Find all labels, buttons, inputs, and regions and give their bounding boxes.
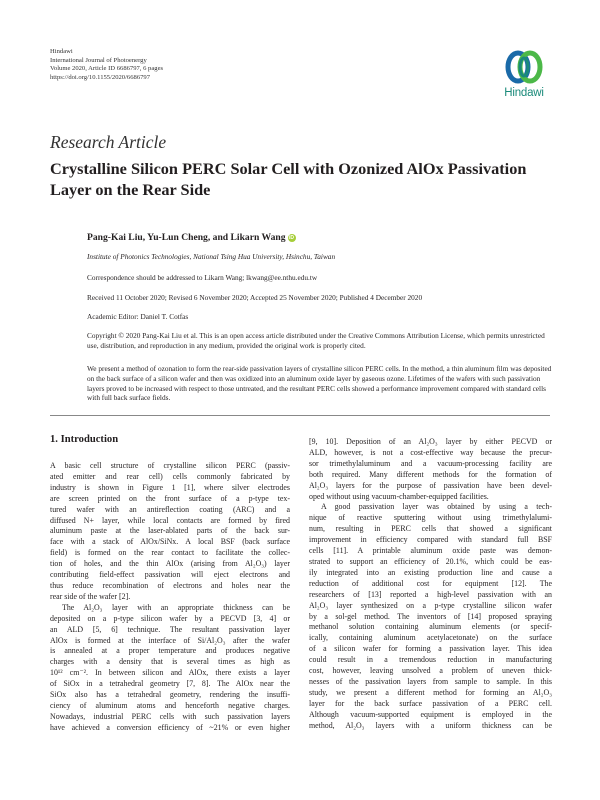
- body-text-line: deposited on a p-type silicon wafer by a PECVD [3, 4] or: [50, 613, 290, 623]
- body-text-line: of a silicon wafer for forming a passivation layer. This idea: [309, 644, 552, 654]
- article-type: Research Article: [50, 132, 167, 152]
- body-text-line: of SiOx in a tetrahedral geometry [7, 8]. The AlOx near the: [50, 679, 290, 689]
- body-text-line: an ALD [5, 6] technique. The resultant passivation layer: [50, 624, 290, 634]
- body-text-line: have achieved a conversion efficiency of ~21% or even higher: [50, 722, 290, 732]
- body-text-line: AlOx is formed at the interface of Si/Al₂O₃ after the wafer: [50, 635, 290, 645]
- body-text-line: The Al₂O₃ layer with an appropriate thickness can be: [62, 602, 290, 612]
- body-text-line: SiOx also has a tetrahedral geometry, rendering the insuffi-: [50, 690, 290, 700]
- body-text-line: strated to support an efficiency of 20.1%, which could be eas-: [309, 556, 552, 566]
- body-text-line: charges with a density that is several times as high as: [50, 657, 290, 667]
- doi-link[interactable]: https://doi.org/10.1155/2020/6686797: [50, 73, 151, 81]
- body-text-line: researchers of [13] reported a high-level passivation with an: [309, 589, 552, 599]
- body-text-line: Although vacuum-supported equipment is employed in the: [309, 709, 552, 719]
- orcid-icon[interactable]: iD: [289, 235, 295, 241]
- body-text-line: layer for the back surface passivation of a PERC cell.: [309, 698, 552, 708]
- body-text-line: num, resulting in PERC cells that showed a significant: [309, 524, 552, 534]
- body-text-line: by a sol-gel method. The inventors of [14] proposed spraying: [309, 611, 552, 621]
- body-text-line: nique of reactive sputtering without using trimethylalumi-: [309, 513, 552, 523]
- body-text-line: industry is shown in Figure 1 [1], where silver electrodes: [50, 482, 290, 492]
- body-text-line: Al₂O₃ layers for the purpose of passivation have been devel-: [309, 480, 552, 490]
- body-text-line: sor trimethylaluminum and a vacuum-processing facility are: [309, 458, 552, 468]
- author-list: [87, 232, 296, 243]
- body-text-line: thus reduce recombination of electrons and holes near the: [50, 580, 290, 590]
- body-text-line: both required. Many different methods for the formation of: [309, 469, 552, 479]
- journal-name: International Journal of Photoenergy: [50, 56, 147, 64]
- affiliation: Institute of Photonics Technologies, National Tsing Hua University, Hsinchu, Taiwan: [87, 252, 336, 261]
- paper-title: Crystalline Silicon PERC Solar Cell with Ozonized AlOx Passivation Layer on the Rear Side: [50, 159, 527, 199]
- abstract: We present a method of ozonation to form the rear-side passivation layers of crystalline silicon PERC cells. In the method, a thin aluminum film was deposited on the back surface of a silicon wafer and then was oxidized into an aluminum oxide layer by gaseous ozone. Lifetimes of the wafers with such passivation layers proved to be increased with respect to those untreated, and the resultant PERC cells showed a performance improvement compared with standard cells with full back surface fields.: [87, 364, 552, 403]
- body-text-line: is annealed at a proper temperature and produces negative: [50, 646, 290, 656]
- copyright-notice: Copyright © 2020 Pang-Kai Liu et al. This is an open access article distributed under the Creative Commons Attribution License, which permits unrestricted use, distribution, and reproduction in any medium, provided the original work is properly cited.: [87, 331, 545, 350]
- body-text-line: tured wafer with an antireflection coating (ARC) and a: [50, 504, 290, 514]
- correspondence: Correspondence should be addressed to Likarn Wang; lkwang@ee.nthu.edu.tw: [87, 273, 318, 282]
- body-text-line: rear side of the wafer [2].: [50, 591, 131, 601]
- body-text-line: Nowadays, industrial PERC cells with such passivation layers: [50, 711, 290, 721]
- body-text-line: ated emitter and rear cell) cells commonly fabricated by: [50, 471, 290, 481]
- body-text-line: oped without using vacuum-chamber-equipped facilities.: [309, 491, 489, 501]
- body-text-line: face with a stack of AlOx/SiNx. A local BSF (back surface: [50, 537, 290, 547]
- body-text-line: Al₂O₃ layer synthesized on a p-type crystalline silicon wafer: [309, 600, 552, 610]
- body-text-line: cells [11]. A printable aluminum oxide paste was demon-: [309, 546, 552, 556]
- body-text-line: ically, containing aluminum acetylacetonate) on the surface: [309, 633, 552, 643]
- volume-info: Volume 2020, Article ID 6686797, 6 pages: [50, 65, 164, 73]
- body-text-line: diffused N+ layer, while local contacts are formed by fired: [50, 515, 290, 525]
- body-text-line: improvement in efficiency compared with standard full BSF: [309, 535, 552, 545]
- body-text-line: A basic cell structure of crystalline silicon PERC (passiv-: [50, 461, 290, 470]
- body-text-line: are screen printed on the front surface of a p-type tex-: [50, 493, 290, 503]
- body-text-line: A good passivation layer was obtained by using a tech-: [321, 502, 552, 512]
- right-column: [309, 437, 552, 731]
- body-text-line: cost, however, leaving unsolved a problem of uneven thick-: [309, 666, 552, 676]
- body-text-line: aluminum paste at the laser-ablated parts of the back sur-: [50, 526, 290, 536]
- body-text-line: ily integrated into an existing production line and cause a: [309, 567, 552, 577]
- authors-text: Pang-Kai Liu, Yu-Lun Cheng, and Likarn Wang: [87, 232, 286, 243]
- left-column: [50, 461, 290, 734]
- publication-dates: Received 11 October 2020; Revised 6 November 2020; Accepted 25 November 2020; Published 4 December 2020: [87, 293, 423, 302]
- body-text-line: tion of holes, and the thin AlOx (arising from Al₂O₃) layer: [50, 559, 290, 569]
- body-text-line: nesses of the passivation layers from sample to sample. In this: [309, 676, 552, 686]
- logo-brand-text: Hindawi: [504, 87, 544, 99]
- body-text-line: contributing field-effect passivation will eject electrons and: [50, 570, 290, 580]
- body-text-line: methanol solution containing aluminum elements (or specif-: [309, 622, 552, 632]
- hindawi-logo[interactable]: [494, 48, 554, 104]
- body-text-line: reduction of additional cost for equipment [12]. The: [309, 578, 552, 588]
- academic-editor: Academic Editor: Daniel T. Cotfas: [87, 312, 189, 321]
- body-text-line: 10¹² cm⁻². In between silicon and AlOx, there exists a layer: [50, 668, 290, 678]
- body-text-line: [9, 10]. Deposition of an Al₂O₃ layer by either PECVD or: [309, 437, 552, 446]
- body-text-line: field) is formed on the rear contact to facilitate the collec-: [50, 548, 290, 558]
- body-text-line: ciency of aluminum atoms and henceforth negative charges.: [50, 700, 290, 710]
- section-heading: 1. Introduction: [50, 434, 119, 445]
- body-text-line: could result in a tremendous reduction in manufacturing: [309, 655, 552, 665]
- body-text-line: ALD, however, is not a cost-effective way because the precur-: [309, 447, 552, 457]
- hindawi-logo-icon: [504, 48, 544, 86]
- section-divider: [50, 415, 550, 416]
- publisher-name: Hindawi: [50, 48, 73, 55]
- body-text-line: study, we present a different method for forming an Al₂O₃: [309, 687, 552, 697]
- journal-header: [50, 48, 163, 82]
- body-text-line: method, Al₂O₃ layers with a uniform thickness can be: [309, 720, 552, 730]
